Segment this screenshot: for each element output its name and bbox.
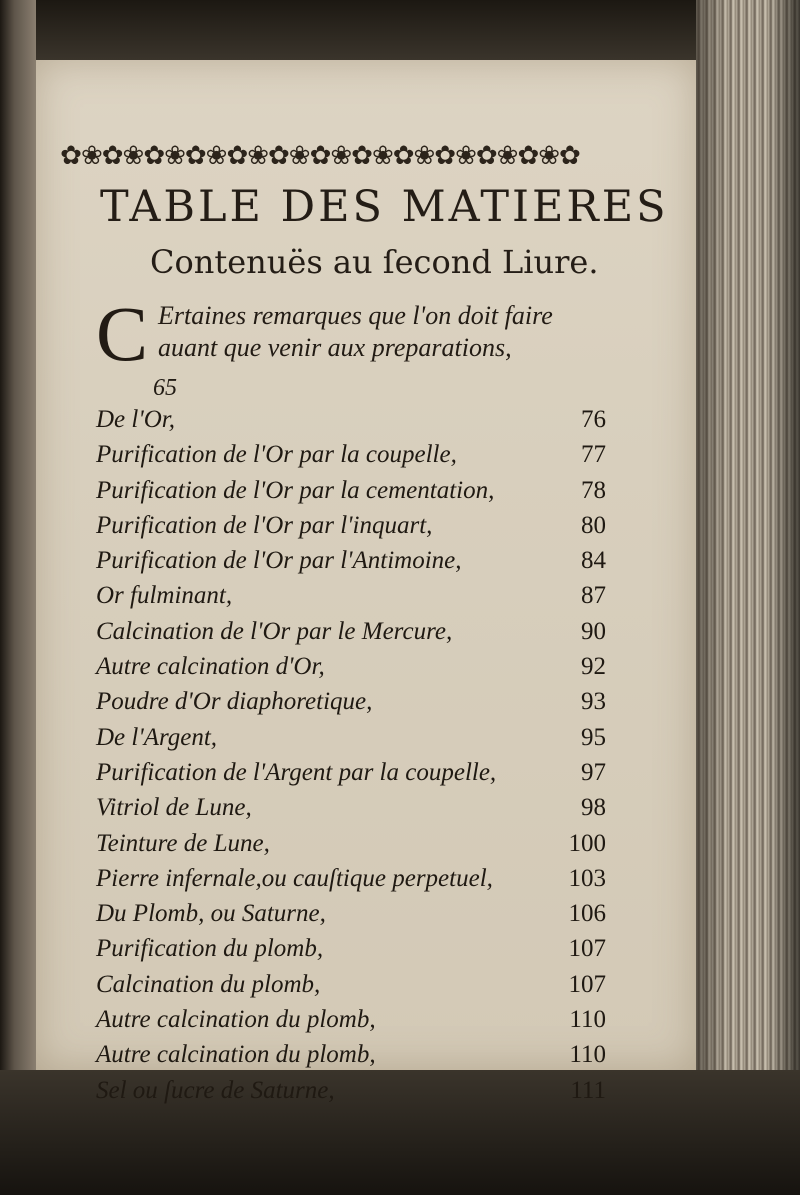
entry-title: Autre calcination du plomb,	[96, 1006, 376, 1034]
entry-page: 100	[568, 829, 606, 857]
entry-page: 80	[581, 511, 606, 539]
entry-title: Teinture de Lune,	[96, 829, 270, 857]
toc-entry	[96, 1073, 606, 1108]
toc-entry	[96, 508, 606, 543]
entry-page: 107	[568, 970, 606, 998]
page-edges	[696, 0, 800, 1195]
entry-page: 110	[569, 1041, 606, 1069]
toc-entry	[96, 931, 606, 966]
toc-entry	[96, 790, 606, 825]
toc-entry	[96, 826, 606, 861]
entry-page: 103	[568, 864, 606, 892]
intro-line-1: Ertaines remarques que l'on doit faire	[158, 301, 553, 330]
entry-title: Sel ou ſucre de Saturne,	[96, 1076, 335, 1104]
entry-page: 93	[581, 688, 606, 716]
page-title: TABLE DES MATIERES	[100, 182, 669, 232]
entry-title: Purification de l'Or par la cementation,	[96, 476, 495, 504]
entry-page: 95	[581, 723, 606, 751]
toc-entry	[96, 473, 606, 508]
book-gutter	[0, 0, 36, 1195]
toc-entry	[96, 1002, 606, 1037]
toc-entry	[96, 437, 606, 472]
entry-title: Purification de l'Or par la coupelle,	[96, 441, 457, 469]
entry-page: 106	[568, 900, 606, 928]
toc-entry	[96, 614, 606, 649]
decorative-border: ✿❀✿❀✿❀✿❀✿❀✿❀✿❀✿❀✿❀✿❀✿❀✿❀✿	[60, 141, 580, 171]
toc-entry	[96, 578, 606, 613]
entry-title: Purification de l'Argent par la coupelle,	[96, 758, 497, 786]
intro-page-number: 65	[153, 375, 177, 401]
intro-entry	[158, 300, 598, 364]
entry-title: Pierre infernale,ou cauſtique perpetuel,	[96, 864, 493, 892]
entry-page: 78	[581, 476, 606, 504]
entry-page: 90	[581, 617, 606, 645]
toc-entry	[96, 684, 606, 719]
entry-title: Or fulminant,	[96, 582, 233, 610]
entry-title: Du Plomb, ou Saturne,	[96, 900, 326, 928]
entry-page: 98	[581, 794, 606, 822]
toc-entry	[96, 896, 606, 931]
entry-page: 87	[581, 582, 606, 610]
entry-page: 107	[568, 935, 606, 963]
entry-title: Purification du plomb,	[96, 935, 324, 963]
intro-line-2: auant que venir aux preparations,	[158, 333, 512, 362]
toc-entry	[96, 402, 606, 437]
entry-title: Purification de l'Or par l'Antimoine,	[96, 547, 462, 575]
drop-cap: C	[96, 290, 149, 377]
entry-page: 111	[570, 1076, 606, 1104]
entry-title: Calcination de l'Or par le Mercure,	[96, 617, 453, 645]
entry-page: 110	[569, 1006, 606, 1034]
entry-title: De l'Argent,	[96, 723, 218, 751]
toc-entry	[96, 755, 606, 790]
entry-page: 97	[581, 758, 606, 786]
toc-entry	[96, 543, 606, 578]
book-top-shadow	[0, 0, 800, 60]
toc-entry	[96, 861, 606, 896]
entry-title: Purification de l'Or par l'inquart,	[96, 511, 433, 539]
entry-page: 92	[581, 653, 606, 681]
entry-title: De l'Or,	[96, 406, 175, 433]
table-of-contents	[96, 402, 606, 1108]
entry-title: Calcination du plomb,	[96, 970, 321, 998]
entry-title: Poudre d'Or diaphoretique,	[96, 688, 373, 716]
entry-title: Vitriol de Lune,	[96, 794, 252, 822]
toc-entry	[96, 967, 606, 1002]
entry-title: Autre calcination du plomb,	[96, 1041, 376, 1069]
entry-page: 77	[581, 441, 606, 469]
page-subtitle: Contenuës au ſecond Liure.	[150, 243, 599, 281]
entry-title: Autre calcination d'Or,	[96, 653, 325, 681]
toc-entry	[96, 1037, 606, 1072]
entry-page: 84	[581, 547, 606, 575]
toc-entry	[96, 720, 606, 755]
toc-entry	[96, 649, 606, 684]
entry-page: 76	[581, 406, 606, 433]
